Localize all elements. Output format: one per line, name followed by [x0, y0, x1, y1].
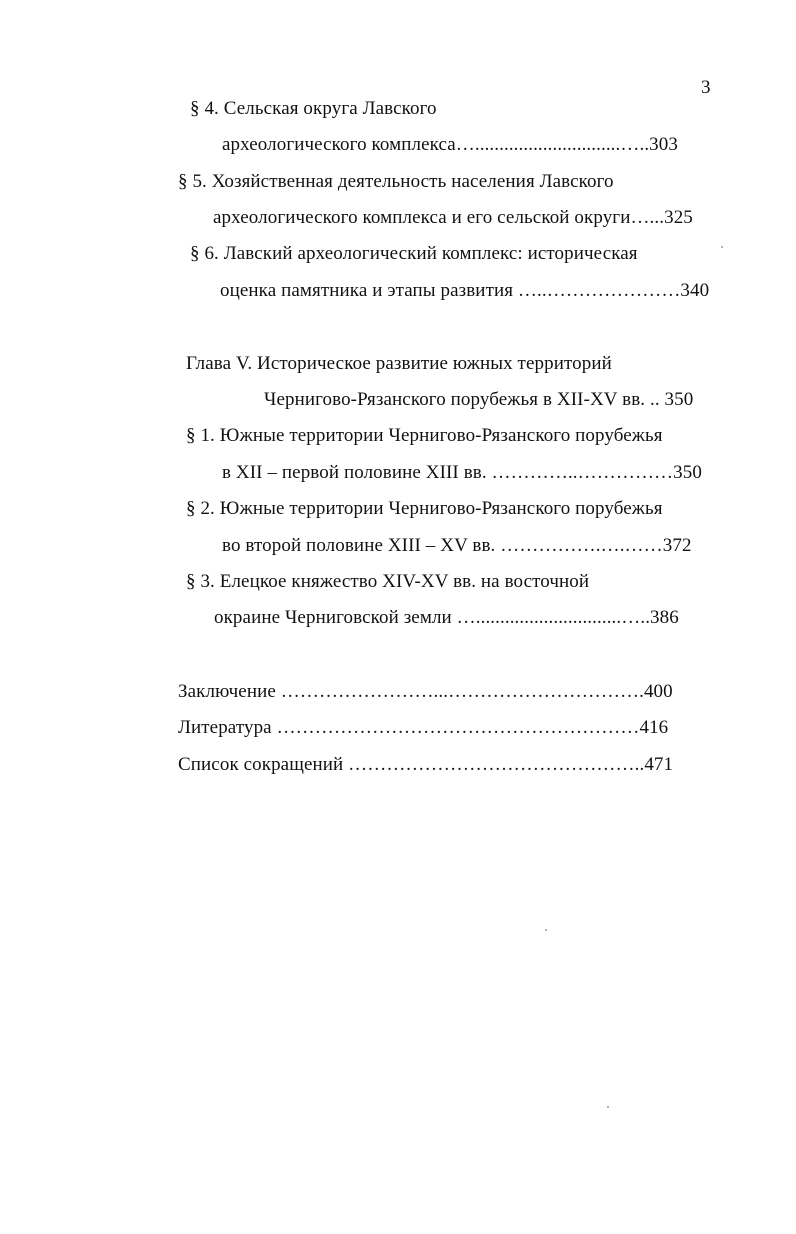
toc-section-5-title: § 5. Хозяйственная деятельность населения Лавского	[178, 171, 614, 192]
toc-conclusion: Заключение ……………………...………………………….400	[178, 681, 673, 702]
toc-ch5-section-3-continuation: окраине Черниговской земли …..............................…..386	[214, 607, 679, 628]
toc-ch5-section-1-continuation: в XII – первой половине XIII вв. …………..……………350	[222, 462, 702, 483]
scan-speck	[545, 929, 547, 931]
toc-chapter-5-continuation: Чернигово-Рязанского порубежья в XII-XV вв. .. 350	[264, 389, 694, 410]
page-number: 3	[701, 77, 711, 98]
toc-abbreviations: Список сокращений ………………………………………..471	[178, 754, 674, 775]
toc-section-4-continuation: археологического комплекса…..............................…..303	[222, 134, 678, 155]
toc-section-6-title: § 6. Лавский археологический комплекс: историческая	[190, 243, 638, 264]
toc-section-6-continuation: оценка памятника и этапы развития …..…………………340	[220, 280, 710, 301]
scan-speck	[607, 1106, 609, 1108]
toc-section-4-title: § 4. Сельская округа Лавского	[190, 98, 437, 119]
scan-speck	[721, 246, 723, 248]
toc-ch5-section-2-title: § 2. Южные территории Чернигово-Рязанского порубежья	[186, 498, 663, 519]
toc-ch5-section-1-title: § 1. Южные территории Чернигово-Рязанского порубежья	[186, 425, 663, 446]
toc-chapter-5-title: Глава V. Историческое развитие южных территорий	[186, 353, 612, 374]
toc-ch5-section-3-title: § 3. Елецкое княжество XIV-XV вв. на восточной	[186, 571, 590, 592]
toc-literature: Литература …………………………………………………416	[178, 717, 669, 738]
toc-section-5-continuation: археологического комплекса и его сельской округи…...325	[213, 207, 693, 228]
toc-ch5-section-2-continuation: во второй половине XIII – XV вв. …………….….……372	[222, 535, 692, 556]
